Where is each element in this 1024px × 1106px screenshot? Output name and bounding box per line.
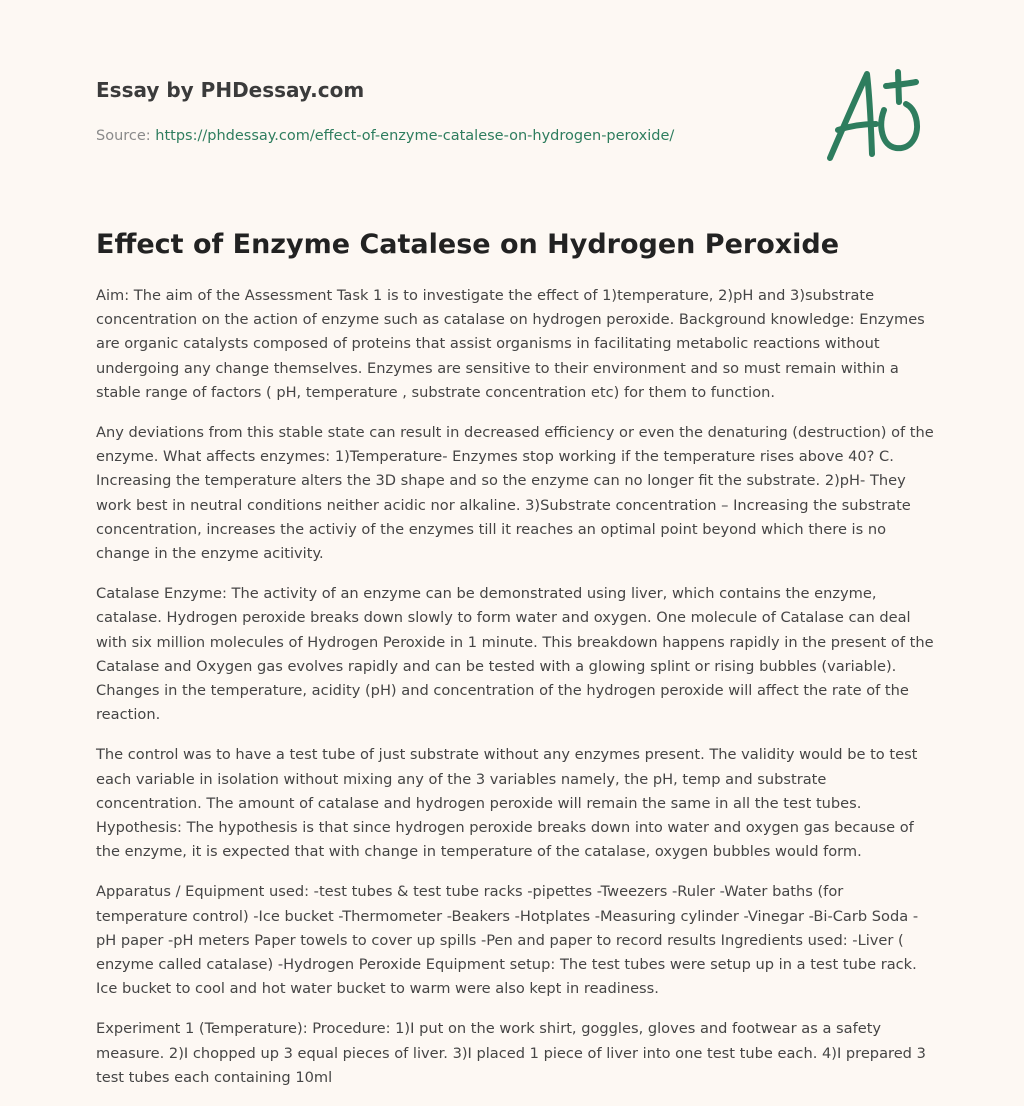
essay-body xyxy=(96,284,934,1106)
a-plus-grade-icon xyxy=(820,64,930,166)
essay-title: Effect of Enzyme Catalese on Hydrogen Peroxide xyxy=(96,229,840,260)
essay-paragraph: Experiment 1 (Temperature): Procedure: 1)I put on the work shirt, goggles, gloves and footwear as a safety measure. 2)I chopped up 3 equal pieces of liver. 3)I placed 1 piece of liver into one test tube each. 4)I prepared 3 test tubes each containing 10ml xyxy=(96,1020,926,1086)
site-brand: Essay by PHDessay.com xyxy=(96,78,365,102)
source-label: Source: xyxy=(96,128,151,144)
essay-paragraph: Apparatus / Equipment used: -test tubes & test tube racks -pipettes -Tweezers -Ruler -Water baths (for temperature control) -Ice bucket -Thermometer -Beakers -Hotplates -Measuring cylinder -Vinegar -Bi-Carb Soda -pH paper -pH meters Paper towels to cover up spills -Pen and paper to record results Ingredients used: -Liver ( enzyme called catalase) -Hydrogen Peroxide Equipment setup: The test tubes were setup up in a test tube rack. Ice bucket to cool and hot water bucket to warm were also kept in readiness. xyxy=(96,883,919,998)
source-link[interactable]: https://phdessay.com/effect-of-enzyme-catalese-on-hydrogen-peroxide/ xyxy=(155,128,675,144)
page-header xyxy=(96,76,796,146)
essay-paragraph: The control was to have a test tube of just substrate without any enzymes present. The validity would be to test each variable in isolation without mixing any of the 3 variables namely, the pH, temp and substrate concentration. The amount of catalase and hydrogen peroxide will remain the same in all the test tubes. Hypothesis: The hypothesis is that since hydrogen peroxide breaks down into water and oxygen gas because of the enzyme, it is expected that with change in temperature of the catalase, oxygen bubbles would form. xyxy=(96,746,918,861)
essay-paragraph: Aim: The aim of the Assessment Task 1 is to investigate the effect of 1)temperature, 2)pH and 3)substrate concentration on the action of enzyme such as catalase on hydrogen peroxide. Background knowledge: Enzymes are organic catalysts composed of proteins that assist organisms in facilitating metabolic reactions without undergoing any change themselves. Enzymes are sensitive to their environment and so must remain within a stable range of factors ( pH, temperature , substrate concentration etc) for them to function. xyxy=(96,287,925,401)
essay-paragraph: Any deviations from this stable state can result in decreased efficiency or even the denaturing (destruction) of the enzyme. What affects enzymes: 1)Temperature- Enzymes stop working if the temperature rises above 40? C. Increasing the temperature alters the 3D shape and so the enzyme can no longer fit the substrate. 2)pH- They work best in neutral conditions neither acidic nor alkaline. 3)Substrate concentration – Increasing the substrate concentration, increases the activiy of the enzymes till it reaches an optimal point beyond which there is no change in the enzyme acitivity. xyxy=(96,424,934,563)
source-line xyxy=(96,126,796,146)
essay-paragraph: Catalase Enzyme: The activity of an enzyme can be demonstrated using liver, which contains the enzyme, catalase. Hydrogen peroxide breaks down slowly to form water and oxygen. One molecule of Catalase can deal with six million molecules of Hydrogen Peroxide in 1 minute. This breakdown happens rapidly in the present of the Catalase and Oxygen gas evolves rapidly and can be tested with a glowing splint or rising bubbles (variable). Changes in the temperature, acidity (pH) and concentration of the hydrogen peroxide will affect the rate of the reaction. xyxy=(96,585,934,724)
